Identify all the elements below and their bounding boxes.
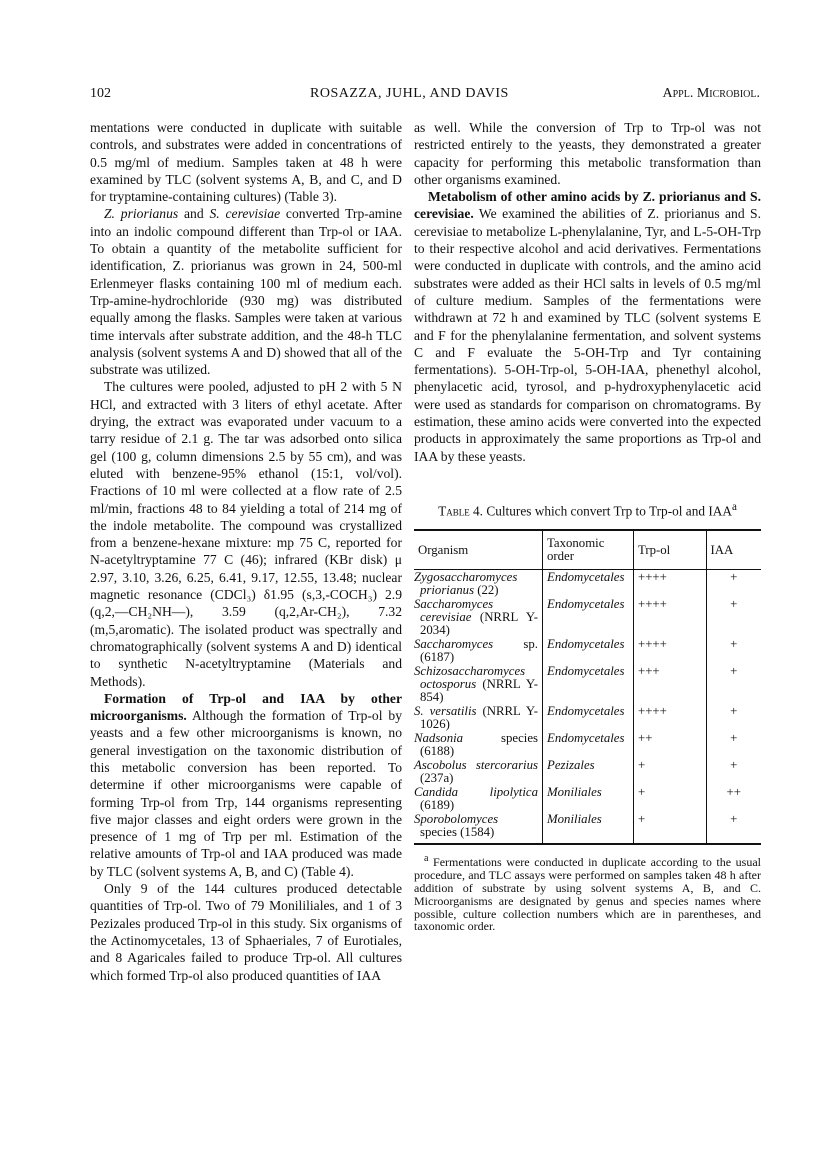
table-row — [414, 664, 761, 704]
trpol-cell: ++++ — [634, 597, 707, 637]
iaa-cell: + — [706, 637, 761, 664]
iaa-cell: + — [706, 731, 761, 758]
organism-name: Sporobolomyces — [414, 812, 499, 827]
trpol-cell: ++++ — [634, 637, 707, 664]
organism-cell — [414, 570, 543, 598]
trpol-cell: ++ — [634, 731, 707, 758]
iaa-cell: + — [706, 597, 761, 637]
iaa-cell: + — [706, 570, 761, 598]
organism-cell — [414, 704, 543, 731]
page-number: 102 — [90, 86, 111, 101]
paragraph — [414, 188, 761, 465]
table-row — [414, 758, 761, 785]
table-row — [414, 704, 761, 731]
order-cell — [543, 704, 634, 731]
paragraph: as well. While the conversion of Trp to Trp-ol was not restricted entirely to the yeasts, they demonstrated a greater capacity for performing this metabolic transformation than other organisms examined. — [414, 120, 761, 187]
table-row — [414, 597, 761, 637]
species-name: Z. priorianus — [104, 206, 179, 222]
column-header: IAA — [706, 530, 761, 570]
column-header: Organism — [414, 530, 543, 570]
iaa-cell: + — [706, 664, 761, 704]
organism-name: Saccharomyces — [414, 637, 494, 652]
culture-number: (NRRL Y-854) — [420, 677, 538, 705]
order-cell — [543, 758, 634, 785]
taxonomic-order: Endomycetales — [547, 704, 625, 719]
footnote-text: Fermentations were conducted in duplicate according to the usual procedure, and TLC assays were performed on samples taken 48 h after addition of substrate by using solvent systems A, B, and C. Microorganisms are designated by genus and species names where possible, culture collection numbers which are in parentheses, and taxonomic order. — [414, 855, 761, 934]
text: Although the formation of Trp-ol by yeasts and a few other microorganisms is known, no general investigation on the taxonomic distribution of this metabolic conversion has been reported. To determine if other microorganisms were capable of forming Trp-ol from Trp, 144 organisms representing five major classes and eight orders were grown in the presence of 1 mg of Trp per ml. Estimation of the relative amounts of Trp-ol and IAA produced was made by TLC (solvent systems A, B, and C) (Table 4). — [90, 708, 402, 879]
iaa-cell: ++ — [706, 785, 761, 812]
culture-number: species (6188) — [420, 731, 538, 759]
culture-number: (NRRL Y-1026) — [420, 704, 538, 732]
paragraph: The cultures were pooled, adjusted to pH 2 with 5 N HCl, and extracted with 3 liters of ethyl acetate. After drying, the extract was evaporated under vacuum to a tarry residue of 2.1 g. The tar was adsorbed onto silica gel (100 g, column dimensions 2.5 by 55 cm), and was eluted with benzene-95% ethanol (15:1, vol/vol). Fractions of 10 ml were collected at a flow rate of 2.5 ml/min, fractions 48 to 84 yielding a total of 214 mg of the indole metabolite. The compound was crystallized from a benzene-hexane mixture: mp 75 C, reported for N-acetyltryptamine 77 C (46); infrared (KBr disk) μ 2.97, 3.10, 3.26, 6.25, 6.41, 9.17, 12.55, 13.48; nuclear magnetic resonance (CDCl₃) δ1.95 (s,3,-COCH₃) 2.9 (q,2,—CH₂NH—), 3.59 (q,2,Ar-CH₂), 7.32 (m,5,aromatic). The isolated product was spectrally and chromatographically (solvent systems A and D) identical to synthetic N-acetyltryptamine (Materials and Methods). — [90, 379, 402, 689]
taxonomic-order: Endomycetales — [547, 570, 625, 585]
organism-cell — [414, 785, 543, 812]
organism-cell — [414, 664, 543, 704]
text: and — [178, 206, 210, 222]
organism-name: Saccharomyces cerevisiae — [414, 597, 494, 625]
table-footnote — [414, 853, 761, 933]
organism-name: S. versatilis — [414, 704, 477, 719]
running-authors: ROSAZZA, JUHL, AND DAVIS — [310, 86, 509, 101]
journal-name: Appl. Microbiol. — [662, 86, 760, 101]
taxonomic-order: Endomycetales — [547, 597, 625, 612]
order-cell — [543, 637, 634, 664]
order-cell — [543, 597, 634, 637]
table-row — [414, 785, 761, 812]
footnote-marker: a — [424, 853, 429, 865]
taxonomic-order: Moniliales — [547, 785, 602, 800]
paragraph — [90, 690, 402, 880]
trpol-cell: + — [634, 785, 707, 812]
order-cell — [543, 570, 634, 598]
culture-number: (22) — [474, 583, 499, 598]
table-row — [414, 731, 761, 758]
trpol-cell: + — [634, 812, 707, 844]
table-label: Table 4. — [438, 503, 484, 519]
culture-number: (237a) — [420, 771, 454, 786]
column-header: Trp-ol — [634, 530, 707, 570]
trpol-cell: + — [634, 758, 707, 785]
paragraph: Only 9 of the 144 cultures produced detectable quantities of Trp-ol. Two of 79 Monililiales, and 1 of 3 Pezizales produced Trp-ol in this study. Six organisms of the Actinomycetales, 13 of Sphaeriales, 7 of Eurotiales, and 8 Agaricales failed to produce Trp-ol. All cultures which formed Trp-ol also produced quantities of IAA — [90, 881, 402, 983]
iaa-cell: + — [706, 758, 761, 785]
trpol-cell: +++ — [634, 664, 707, 704]
iaa-cell: + — [706, 704, 761, 731]
paragraph — [90, 205, 402, 378]
right-column — [414, 119, 761, 933]
paragraph: mentations were conducted in duplicate with suitable controls, and substrates were added in concentrations of 0.5 mg/ml of medium. Samples taken at 48 h were examined by TLC (solvent systems A, B, and C, and D for tryptamine-containing cultures) (Table 3). — [90, 120, 402, 205]
taxonomic-order: Endomycetales — [547, 664, 625, 679]
taxonomic-order: Endomycetales — [547, 637, 625, 652]
organism-cell — [414, 637, 543, 664]
species-name: S. cerevisiae — [209, 206, 281, 222]
trpol-cell: ++++ — [634, 704, 707, 731]
order-cell — [543, 731, 634, 758]
section-heading: Formation of Trp-ol and IAA by other microorganisms. — [90, 690, 402, 724]
section-heading: Metabolism of other amino acids by Z. priorianus and S. cerevisiae. — [414, 189, 761, 222]
organism-name: Candida lipolytica — [414, 785, 538, 800]
table-caption — [414, 499, 761, 519]
organism-name: Zygosaccharomyces priorianus — [414, 570, 518, 598]
left-column — [90, 119, 402, 984]
footnote-marker: a — [731, 500, 737, 513]
table-row — [414, 570, 761, 598]
culture-number: sp. (6187) — [420, 637, 538, 665]
culture-number: species (1584) — [420, 825, 495, 840]
taxonomic-order: Pezizales — [547, 758, 595, 773]
taxonomic-order: Endomycetales — [547, 731, 625, 746]
table-row — [414, 637, 761, 664]
table-row — [414, 812, 761, 844]
trpol-cell: ++++ — [634, 570, 707, 598]
organism-name: Ascobolus stercorarius — [414, 758, 538, 773]
cultures-table — [414, 529, 761, 845]
text: We examined the abilities of Z. priorianus and S. cerevisiae to metabolize L-phenylalanine, Tyr, and L-5-OH-Trp to their respective alcohol and acid derivatives. Fermentations were conducted in duplicate with controls, and the amino acid substrates were added as their HCl salts in levels of 0.5 mg/ml of culture medium. Samples of the fermentations were withdrawn at 72 h and examined by TLC (solvent systems E and F for the phenylalanine fermentation, and solvent systems C and F evaluate the 5-OH-Trp and Tyr containing fermentations). 5-OH-Trp-ol, 5-OH-IAA, phenethyl alcohol, phenylacetic acid, tyrosol, and p-hydroxyphenylacetic acid were used as standards for comparison on chromatograms. By estimation, these amino acids were converted into the expected products in approximately the same proportions as Trp-ol and IAA by these yeasts. — [414, 206, 761, 464]
organism-name: Nadsonia — [414, 731, 464, 746]
column-header: Taxonomic order — [543, 530, 634, 570]
organism-cell — [414, 731, 543, 758]
order-cell — [543, 785, 634, 812]
table-title: Cultures which convert Trp to Trp-ol and IAA — [483, 503, 732, 519]
culture-number: (6189) — [420, 798, 455, 813]
organism-cell — [414, 812, 543, 844]
text: converted Trp-amine into an indolic compound different than Trp-ol or IAA. To obtain a quantity of the metabolite sufficient for identification, Z. priorianus was grown in 24, 500-ml Erlenmeyer flasks containing 100 ml of medium each. Trp-amine-hydrochloride (930 mg) was distributed equally among the flasks. Samples were taken at various time intervals after substrate addition, and the 48-h TLC analysis (solvent systems A and D) showed that all of the substrate was utilized. — [90, 206, 402, 378]
organism-cell — [414, 597, 543, 637]
iaa-cell: + — [706, 812, 761, 844]
organism-name: Schizosaccharomyces octosporus — [414, 664, 526, 692]
organism-cell — [414, 758, 543, 785]
taxonomic-order: Moniliales — [547, 812, 602, 827]
order-cell — [543, 812, 634, 844]
culture-number: (NRRL Y-2034) — [420, 610, 538, 638]
order-cell — [543, 664, 634, 704]
